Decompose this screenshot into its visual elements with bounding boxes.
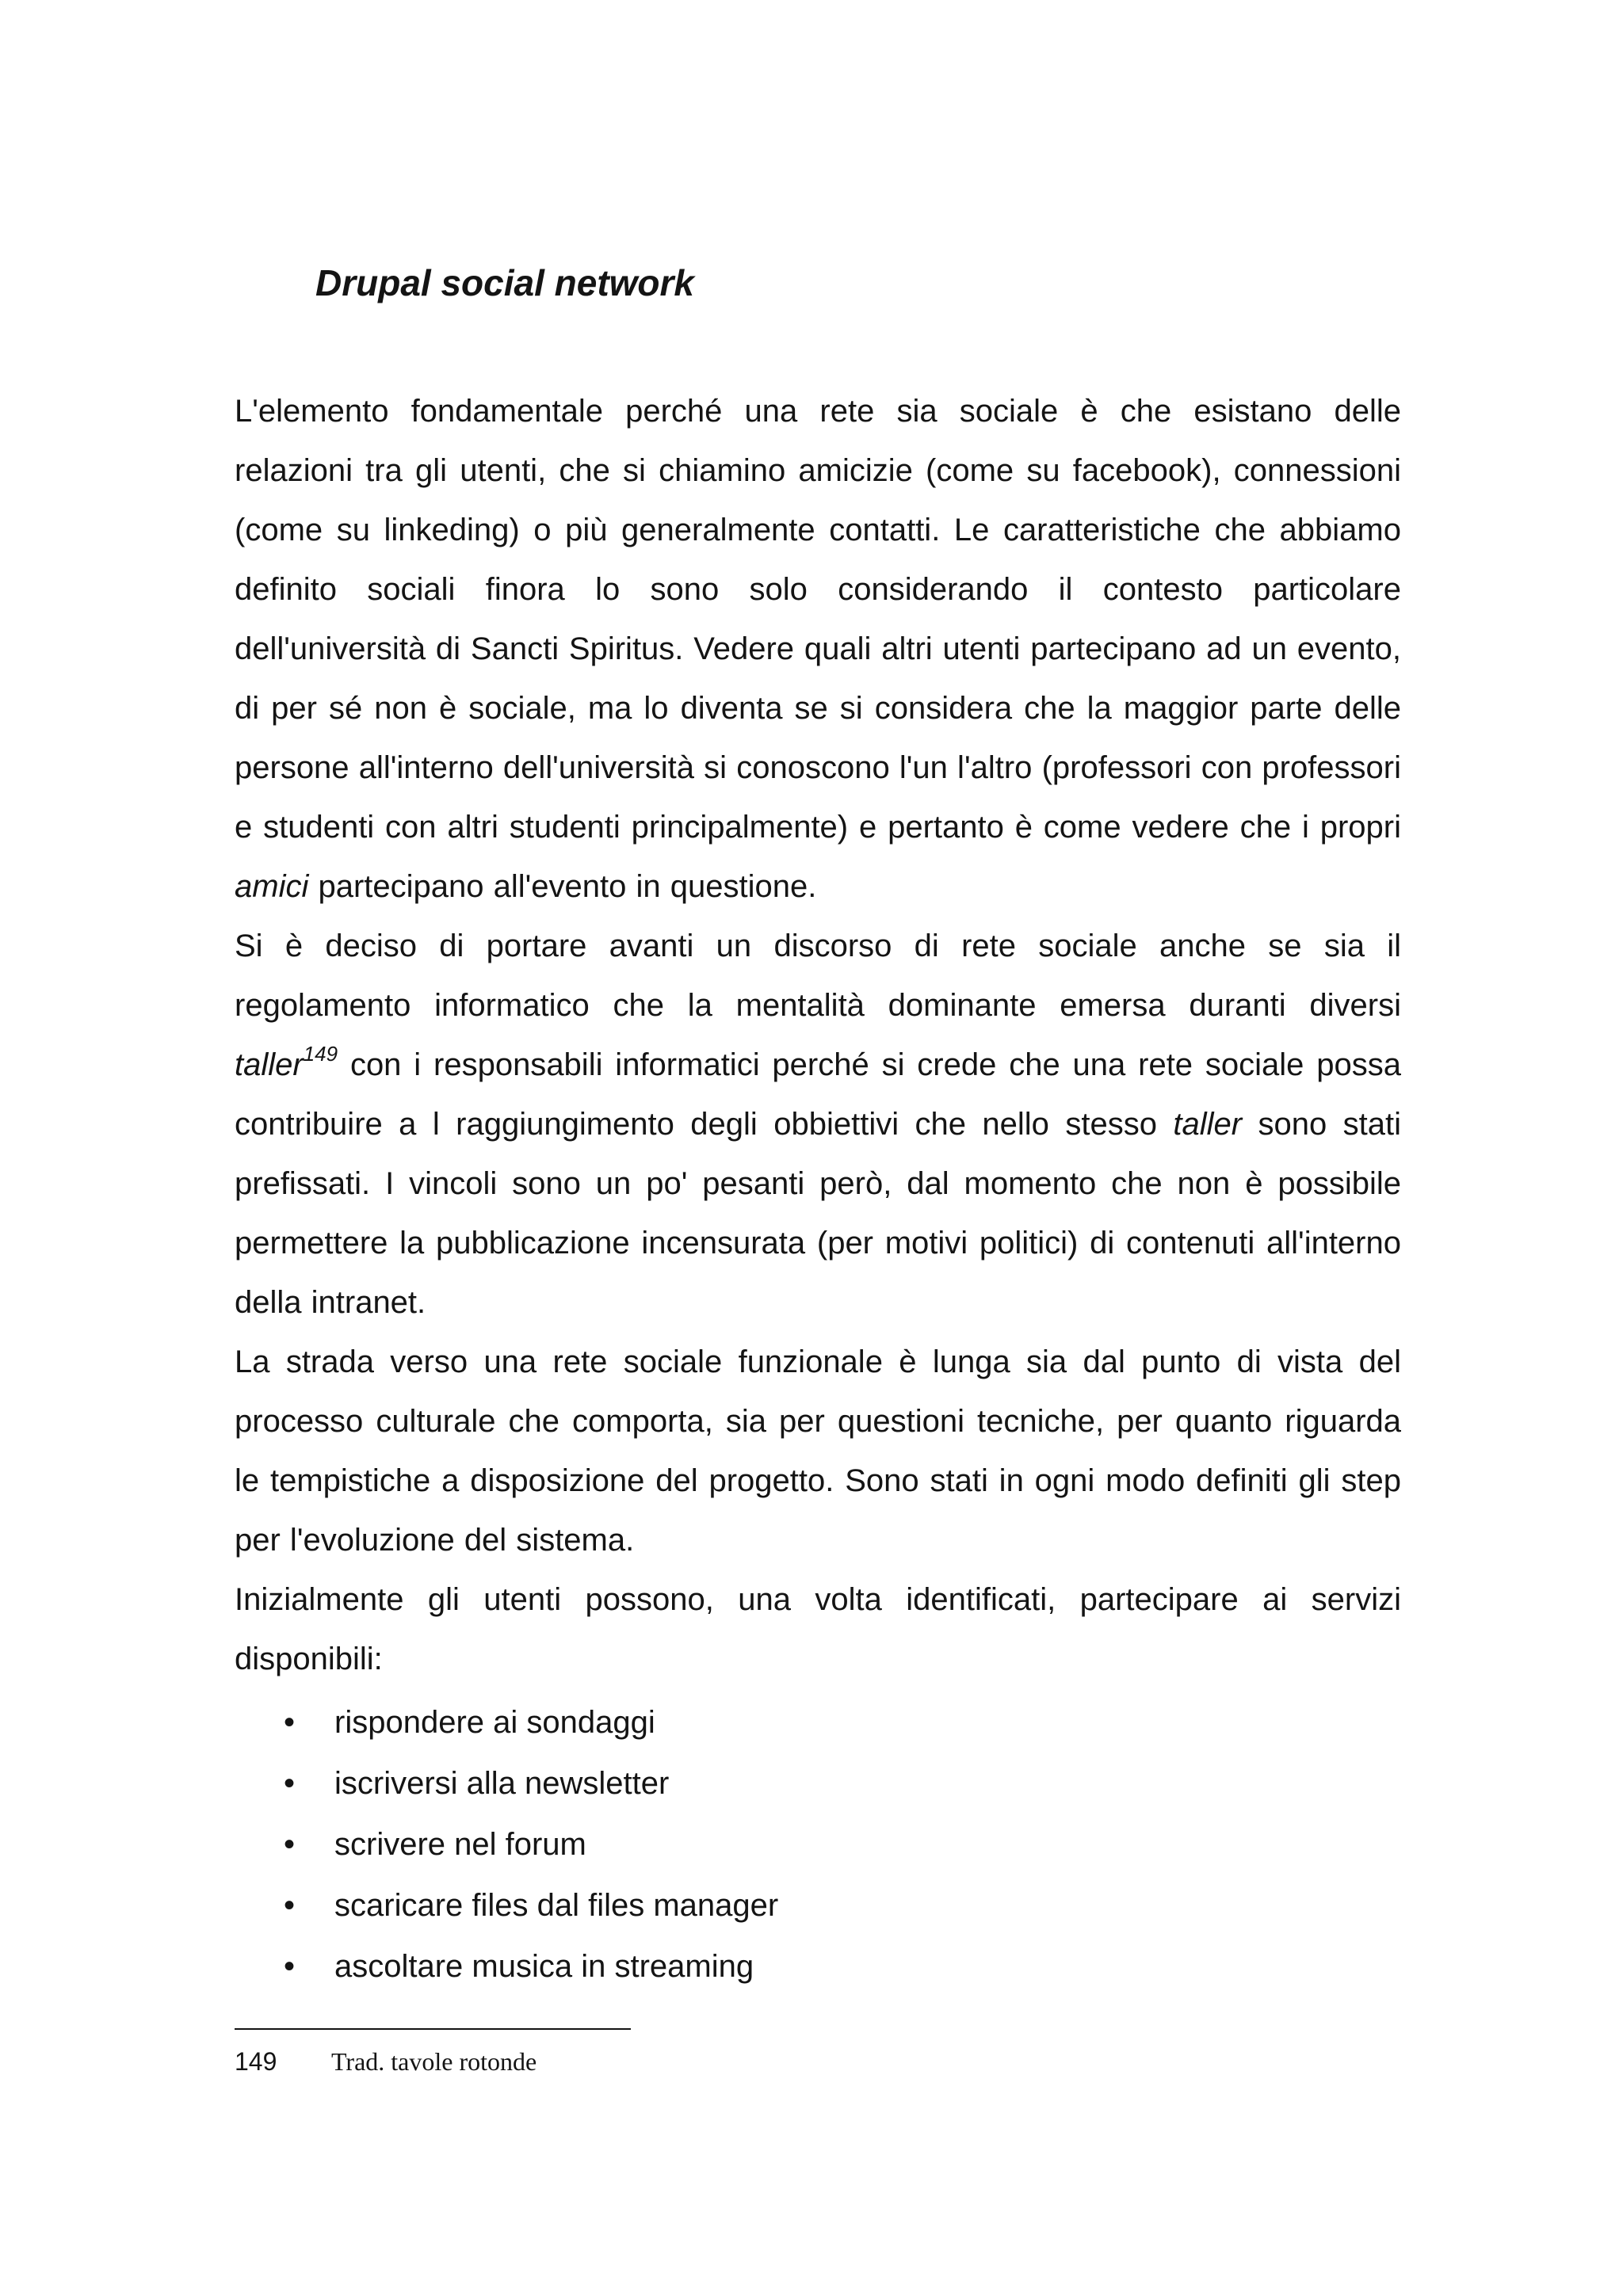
- section-heading: Drupal social network: [315, 262, 695, 303]
- list-item-text: iscriversi alla newsletter: [334, 1766, 670, 1801]
- bullet-icon: •: [284, 1827, 296, 1862]
- footnote-reference: 149: [303, 1042, 338, 1066]
- paragraph-1-tail: partecipano all'evento in questione.: [308, 869, 817, 904]
- bullet-icon: •: [284, 1766, 296, 1801]
- paragraph-2-tail: sono stati prefissati. I vincoli sono un po' pesanti però, dal momento che non è possibile permettere la pubblicazione incensurata (per motivi politici) di contenuti all'interno della intranet.: [235, 1107, 1401, 1320]
- list-item-text: scaricare files dal files manager: [334, 1888, 779, 1923]
- list-item: [235, 1875, 1401, 1936]
- footnote-number: 149: [235, 2047, 277, 2076]
- list-item: [235, 1753, 1401, 1814]
- footnote-divider: [235, 2028, 631, 2030]
- paragraph-2: [235, 917, 1401, 1333]
- paragraph-3: La strada verso una rete sociale funzionale è lunga sia dal punto di vista del processo culturale che comporta, sia per questioni tecniche, per quanto riguarda le tempistiche a disposizione del progetto. Sono stati in ogni modo definiti gli step per l'evoluzione del sistema.: [235, 1344, 1401, 1558]
- footnote: [235, 2046, 537, 2077]
- paragraph-1-text: L'elemento fondamentale perché una rete sia sociale è che esistano delle relazioni tra gli utenti, che si chiamino amicizie (come su facebook), connessioni (come su linkeding) o più generalmente contatti. Le caratteristiche che abbiamo definito sociali finora lo sono solo considerando il contesto particolare dell'università di Sancti Spiritus. Vedere quali altri utenti partecipano ad un evento, di per sé non è sociale, ma lo diventa se si considera che la maggior parte delle persone all'interno dell'università si conoscono l'un l'altro (professori con professori e studenti con altri studenti principalmente) e pertanto è come vedere che i propri: [235, 394, 1401, 845]
- emphasis-taller: taller: [235, 1047, 304, 1082]
- paragraph-2-head: Si è deciso di portare avanti un discorso di rete sociale anche se sia il regolamento informatico che la mentalità dominante emersa duranti diversi: [235, 929, 1401, 1023]
- paragraph-4: Inizialmente gli utenti possono, una volta identificati, partecipare ai servizi disponibili:: [235, 1582, 1401, 1676]
- bullet-icon: •: [284, 1705, 296, 1740]
- bullet-icon: •: [284, 1949, 296, 1984]
- list-item: [235, 1936, 1401, 1997]
- emphasis-amici: amici: [235, 869, 309, 904]
- list-item-text: scrivere nel forum: [334, 1827, 586, 1862]
- list-item-text: ascoltare musica in streaming: [334, 1949, 754, 1984]
- bullet-icon: •: [284, 1888, 296, 1923]
- list-item: [235, 1692, 1401, 1753]
- list-item: [235, 1814, 1401, 1875]
- footnote-text: Trad. tavole rotonde: [331, 2047, 537, 2076]
- body-text: [235, 382, 1401, 1997]
- list-item-text: rispondere ai sondaggi: [334, 1705, 655, 1740]
- services-list: [235, 1692, 1401, 1997]
- paragraph-1: [235, 382, 1401, 917]
- emphasis-taller-2: taller: [1173, 1107, 1243, 1142]
- paragraph-2-mid: con i responsabili informatici perché si crede che una rete sociale possa contribuire a l raggiungimento degli obbiettivi che nello stesso: [235, 1047, 1401, 1142]
